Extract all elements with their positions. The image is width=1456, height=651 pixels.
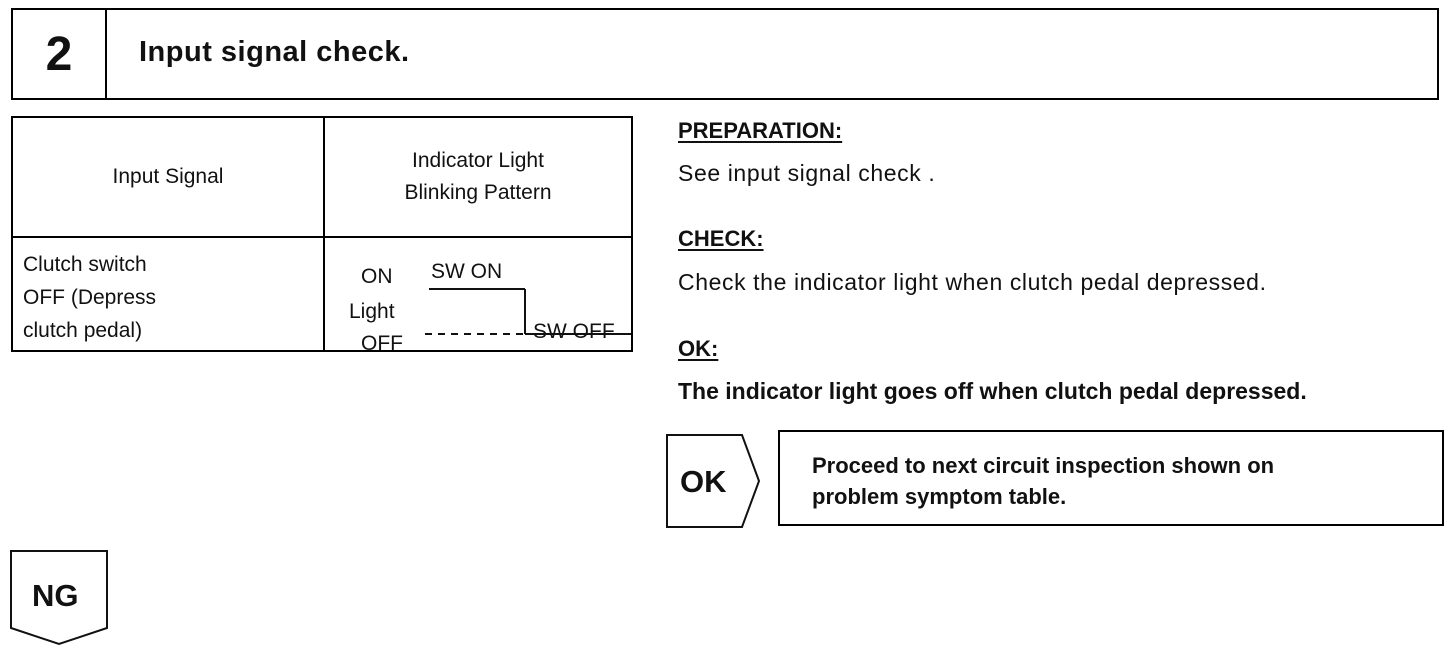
input-line-3: clutch pedal)	[23, 319, 143, 342]
pattern-light-label: Light	[349, 300, 395, 323]
input-line-1: Clutch switch	[23, 253, 147, 276]
header-indicator-pattern	[325, 118, 631, 236]
ng-result-tag	[10, 550, 110, 651]
pattern-on-label: ON	[361, 265, 393, 288]
preparation-title: PREPARATION:	[678, 118, 843, 143]
step-number: 2	[13, 10, 107, 98]
input-line-2: OFF (Depress	[23, 286, 157, 309]
ok-result-line-1: Proceed to next circuit inspection shown on	[812, 453, 1275, 478]
input-signal-table	[11, 116, 633, 352]
header-indicator-line2: Blinking Pattern	[404, 181, 552, 204]
header-input-signal: Input Signal	[112, 165, 224, 188]
ok-result-box	[778, 430, 1444, 526]
ok-criteria-title: OK:	[678, 336, 719, 361]
pattern-off-label: OFF	[361, 332, 403, 350]
check-title: CHECK:	[678, 226, 764, 251]
pattern-sw-on-label: SW ON	[431, 260, 503, 283]
header-indicator-line1: Indicator Light	[412, 149, 544, 172]
step-header	[11, 8, 1439, 100]
step-title: Input signal check.	[139, 36, 410, 68]
ok-result-line-2: problem symptom table.	[812, 484, 1067, 509]
ok-tag-label: OK	[680, 464, 727, 499]
pattern-sw-off-label: SW OFF	[533, 320, 615, 343]
blinking-pattern-diagram	[325, 238, 631, 350]
ok-criteria-text: The indicator light goes off when clutch pedal depressed.	[678, 378, 1307, 404]
ok-result-tag	[666, 434, 762, 533]
cell-input-signal	[23, 248, 156, 347]
ng-tag-label: NG	[32, 578, 79, 613]
preparation-text: See input signal check .	[678, 160, 936, 186]
check-text: Check the indicator light when clutch pedal depressed.	[678, 269, 1267, 295]
